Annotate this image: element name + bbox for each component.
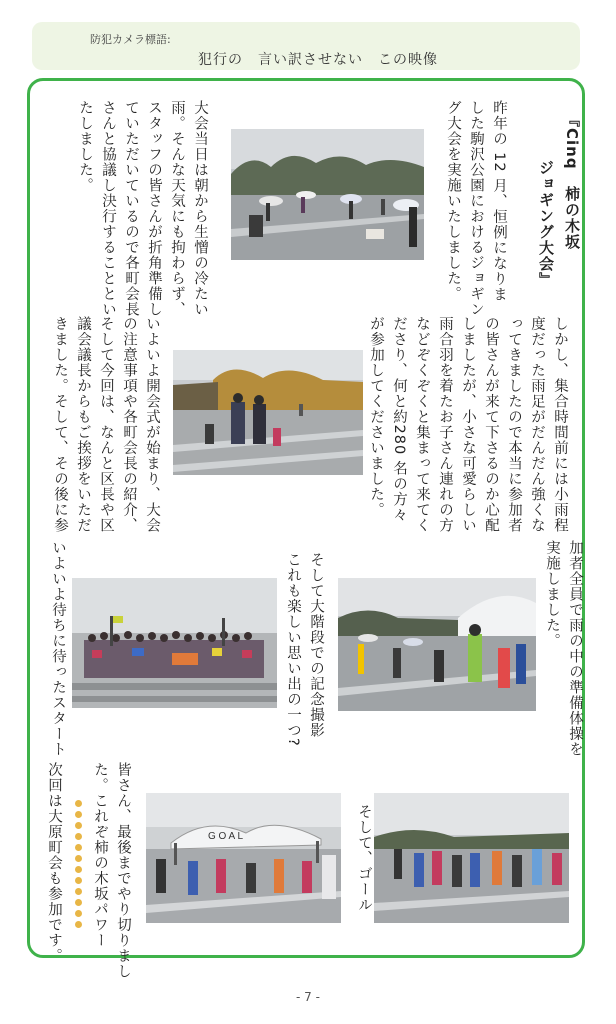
paragraph-intro: 昨年の 12 月、恒例になりま した駒沢公園におけるジョギン グ大会を実施いたしました。 (445, 100, 507, 317)
paragraph-participants: しかし、集合時間前には小雨程 度だった雨足がだんだん強くな ってきましたので本当に参加者 の皆さんが来て下さるのか心配 しましたが、小さな可愛らしい 雨合羽を着たお子さん連れの方 などぞくぞくと集まって来てく ださり、何と約280 名の方々 が参加してくださいました。 (368, 316, 568, 533)
paragraph-group-photo: そして大階段での記念撮影 これも楽しい思い出の一つ? (285, 552, 324, 747)
slogan-banner (32, 22, 580, 70)
article-title-line-1: 『Cinq 柿の木坂 (563, 112, 581, 250)
goal-gate-text: G O A L (208, 831, 244, 842)
paragraph-weather: 大会当日は朝から生憎の冷たい 雨。そんな天気にも拘わらず、 スタッフの皆さんが折角準備し ていただいているので各町会長 さんと協議し決行することとい たしました。 (77, 100, 208, 317)
paragraph-start: いよいよ待ちに待ったスタート (50, 540, 66, 757)
photo-family-walking (173, 350, 363, 475)
banner-slogan: 犯行の 言い訳させない この映像 (198, 52, 438, 68)
photo-group-steps (72, 578, 277, 708)
banner-label: 防犯カメラ標語: (90, 33, 171, 46)
paragraph-finish: 皆さん、最後までやり切りまし た。これぞ柿の木坂パワー (92, 762, 131, 979)
paragraph-goal: そして、ゴール (356, 804, 372, 913)
article-title-line-2: ジョギング大会』 (537, 160, 555, 288)
paragraph-warmup: 加者全員で雨の中の準備体操を 実施しました。 (544, 540, 583, 757)
photo-goal-gate (146, 793, 341, 923)
photo-rainy-gathering (231, 129, 424, 260)
page-number: - 7 - (296, 990, 320, 1004)
photo-warmup (338, 578, 536, 711)
photo-runners (374, 793, 569, 923)
paragraph-next-time: 次回は大原町会も参加です。 (46, 762, 62, 964)
decorative-dots (75, 800, 83, 932)
paragraph-opening: いよいよ開会式が始まり、大会 の注意事項や各町会長の紹介、 そして今回は、なんと区長や区 議会議長からもご挨拶をいただ きました。そして、その後に参 (52, 316, 160, 533)
